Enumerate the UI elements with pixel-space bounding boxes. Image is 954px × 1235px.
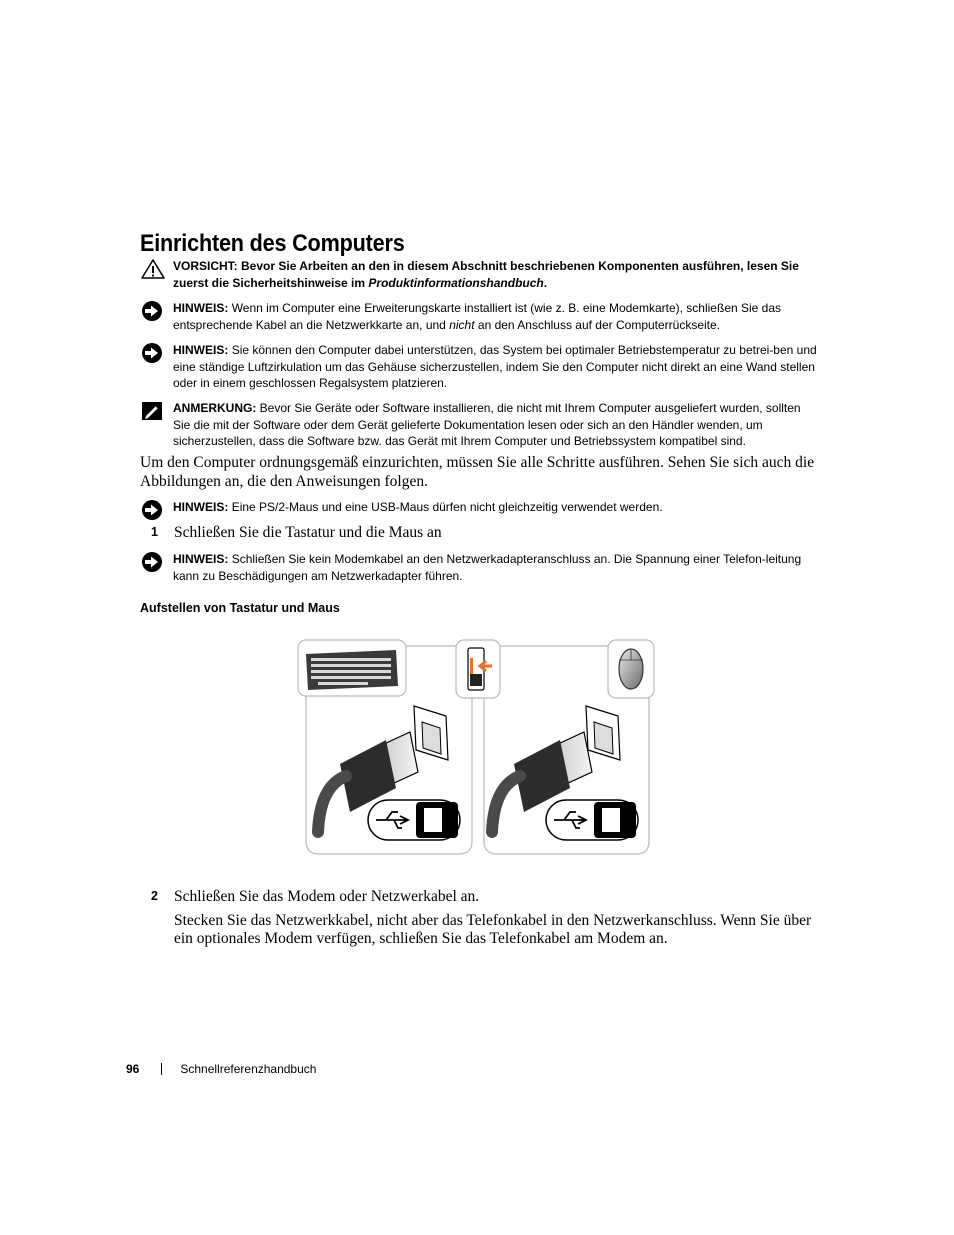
usb-port-icon [456,640,500,698]
step-2 [140,888,820,949]
usb-symbol-icon [368,800,460,840]
caution-block [140,258,820,291]
note-label: ANMERKUNG: [173,401,257,415]
notice-text: HINWEIS: Sie können den Computer dabei unterstützen, das System bei optimaler Betriebstemperatur zu betrei-ben und eine ständige Luftzirkulation um das Gehäuse sicherzustellen, indem Sie den Computer nicht direkt an eine Wand stellen oder in einem geschlossen Regalsystem platzieren. [173,343,817,390]
notice-block [140,342,820,392]
notice-block [140,300,820,333]
notice-text: HINWEIS: Wenn im Computer eine Erweiterungskarte installiert ist (wie z. B. eine Modemkarte), schließen Sie das entsprechende Kabel an die Netzwerkkarte an, und nicht an den Anschluss auf der Computerrückseite. [173,301,782,332]
notice-label: HINWEIS: [173,552,229,566]
caution-triangle-icon [140,258,166,280]
page-number: 96 [126,1062,140,1076]
notice-text: HINWEIS: Eine PS/2-Maus und eine USB-Maus dürfen nicht gleichzeitig verwendet werden. [173,500,663,514]
usb-symbol-icon [546,800,638,840]
page-footer [126,1062,316,1076]
pencil-note-icon [140,400,166,422]
notice-label: HINWEIS: [173,343,229,357]
notice-arrow-icon [140,499,166,521]
notice-arrow-icon [140,300,166,322]
keyboard-icon [298,640,406,696]
caution-text: VORSICHT: Bevor Sie Arbeiten an den in diesem Abschnitt beschriebenen Komponenten ausführen, lesen Sie zuerst die Sicherheitshinweise im Produktinformationshandbuch. [173,259,799,290]
notice-label: HINWEIS: [173,301,229,315]
document-title: Schnellreferenzhandbuch [180,1062,317,1076]
notice-arrow-icon [140,342,166,364]
intro-paragraph: Um den Computer ordnungsgemäß einzurichten, müssen Sie alle Schritte ausführen. Sehen Sie sich auch die Abbildungen an, die den Anweisungen folgen. [140,454,815,490]
figure-caption: Aufstellen von Tastatur und Maus [140,601,340,615]
footer-divider [161,1063,162,1075]
step-1 [140,524,820,543]
notice-arrow-icon [140,551,166,573]
step-detail: Stecken Sie das Netzwerkkabel, nicht aber das Telefonkabel in den Netzwerkanschluss. Wenn Sie über ein optionales Modem verfügen, schließen Sie das Telefonkabel am Modem an. [174,911,812,947]
notice-block [140,551,820,584]
step-number: 1 [151,525,158,539]
step-text: Schließen Sie das Modem oder Netzwerkabel an. [174,888,480,905]
step-text: Schließen Sie die Tastatur und die Maus an [174,524,442,541]
note-text: ANMERKUNG: Bevor Sie Geräte oder Software installieren, die nicht mit Ihrem Computer ausgeliefert wurden, sollten Sie die mit der Software oder dem Gerät gelieferte Dokumentation lesen oder sich an den Händler wenden, um sicherzustellen, dass die Software bzw. das Gerät mit Ihrem Computer und Betriebssystem kompatibel sind. [173,401,801,448]
notice-block [140,499,820,516]
notice-text: HINWEIS: Schließen Sie kein Modemkabel an den Netzwerkadapteranschluss an. Die Spannung einer Telefon-leitung kann zu Beschädigungen am Netzwerkadapter führen. [173,552,802,583]
step-number: 2 [151,889,158,903]
mouse-icon [608,640,654,698]
note-block [140,400,820,450]
page-title: Einrichten des Computers [140,230,405,258]
caution-label: VORSICHT: [173,259,238,273]
notice-label: HINWEIS: [173,500,229,514]
keyboard-mouse-figure [296,636,658,860]
